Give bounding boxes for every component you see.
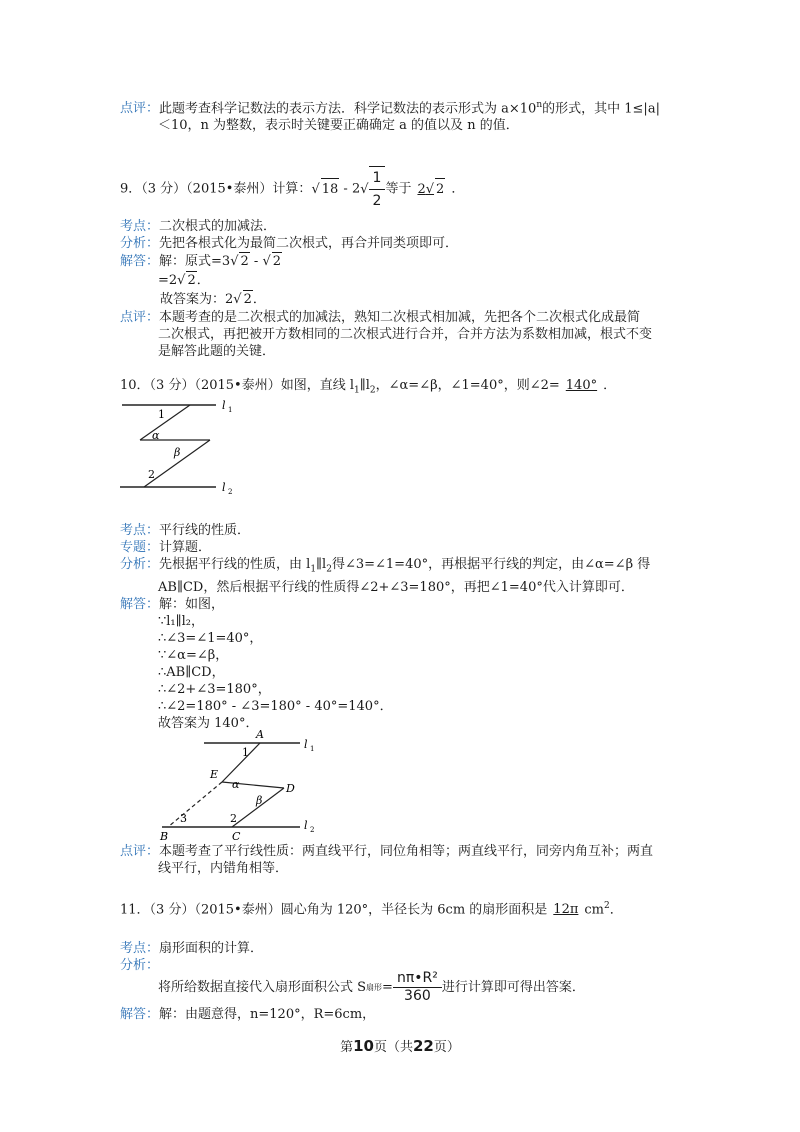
angle-label: α: [152, 429, 160, 442]
question-header: 10．（3 分）（2015•泰州）如图，直线 l: [120, 378, 354, 393]
question-header: 11．（3 分）（2015•泰州）圆心角为 120°，半径长为 6cm 的扇形面积是: [120, 902, 548, 918]
label-dianping: 点评：: [120, 310, 160, 325]
radicand: 18: [321, 178, 340, 201]
angle-label: β: [174, 446, 181, 459]
label-jieda: 解答：: [120, 596, 160, 612]
answer-blank: 140°: [565, 378, 598, 393]
point-label: B: [160, 830, 169, 842]
comment-text: 本题考查了平行线性质：两直线平行，同位角相等；两直线平行，同旁内角互补；两直: [159, 844, 654, 859]
svg-text:2: 2: [228, 488, 233, 496]
line-label: l: [222, 481, 226, 494]
question-11: 11．（3 分）（2015•泰州）圆心角为 120°，半径长为 6cm 的扇形面积是 12π $cm^2$．: [120, 901, 623, 918]
solution-line: ∵l₁∥l₂，: [158, 613, 205, 629]
answer-blank: 12π: [553, 902, 579, 918]
exponent: n: [536, 100, 543, 110]
answer-line: 故答案为：2√ 2．: [160, 292, 266, 307]
angle-label: β: [256, 794, 263, 807]
analysis-text: 先把各根式化为最简二次根式，再合并同类项即可．: [159, 236, 459, 251]
label-fenxi: 分析：: [120, 236, 160, 251]
point-label: D: [286, 782, 295, 795]
knowledge-point: 扇形面积的计算．: [159, 941, 264, 956]
fraction-numerator: 1: [369, 167, 386, 190]
solution-line: ∴∠2=180° - ∠3=180° - 40°=140°．: [158, 698, 393, 714]
knowledge-point: 平行线的性质．: [159, 523, 251, 538]
comment-text: 是解答此题的关键．: [158, 344, 276, 359]
figure-parallel-lines: [118, 398, 238, 496]
comment-text: 的形式，其中 1≤|a|: [542, 101, 660, 117]
label-fenxi: 分析：: [120, 958, 160, 973]
question-text: 等于: [385, 181, 412, 197]
line-label: l: [304, 738, 308, 751]
solution-line: 解：如图，: [159, 596, 225, 612]
topic-text: 计算题．: [159, 540, 212, 555]
solution-line: ∵∠α=∠β，: [158, 647, 229, 663]
analysis-text: AB∥CD，然后根据平行线的性质得∠2+∠3=180°，再把∠1=40°代入计算即可．: [158, 579, 634, 595]
sector-area-formula: $\frac{\text{nπ•R²}}{360}$: [393, 970, 442, 1005]
angle-label: 2: [230, 812, 237, 825]
question-10: 10．（3 分）（2015•泰州）如图，直线 $l_1\parallel l_2$，∠α=∠β，∠1=40°，则∠2= 140° ．: [120, 378, 617, 396]
label-zhuanti: 专题：: [120, 540, 160, 555]
comment-text: ＜10，n 为整数，表示时关键要正确确定 a 的值以及 n 的值．: [158, 118, 519, 134]
svg-text:1: 1: [228, 406, 233, 414]
line-label: l: [222, 399, 226, 412]
label-kaodian: 考点：: [120, 219, 160, 234]
page-footer: 第10页（共22页）: [340, 1037, 460, 1055]
prev-comment: [120, 97, 685, 134]
operator: - 2: [339, 181, 361, 197]
comment-text: 二次根式，再把被开方数相同的二次根式进行合并，合并方法为系数相加减，根式不变: [158, 327, 653, 342]
page-total: 22: [413, 1037, 434, 1055]
question-header: 9．（3 分）（2015•泰州）计算：: [120, 181, 312, 197]
label-dianping: 点评：: [120, 844, 160, 859]
angle-label: 3: [180, 812, 187, 825]
answer-blank: 2√ 2: [411, 182, 451, 197]
comment-text: 线平行，内错角相等．: [158, 861, 289, 876]
solution-line: 解：由题意得，n=120°，R=6cm，: [159, 1007, 376, 1022]
comment-text: 此题考查科学记数法的表示方法．科学记数法的表示形式为 a×10: [159, 101, 537, 117]
svg-text:2: 2: [310, 826, 315, 834]
angle-label: α: [232, 778, 240, 791]
point-label: A: [256, 728, 264, 741]
knowledge-point: 二次根式的加减法．: [159, 219, 277, 234]
solution-line: =2√ 2．: [158, 273, 210, 288]
analysis-text: 将所给数据直接代入扇形面积公式 S 扇形 = $\frac{\text{nπ•R²}}{360}$ 进行计算即可得出答案．: [158, 969, 585, 1004]
angle-label: 1: [158, 408, 165, 421]
analysis-text: 先根据平行线的性质，由 $l_1\parallel l_2$得∠3=∠1=40°，再根据平行线的判定，由∠α=∠β 得: [159, 557, 651, 575]
page-number: 10: [353, 1037, 374, 1055]
solution-line: 解：原式=3√ 2 - √ 2: [159, 254, 282, 269]
label-fenxi: 分析：: [120, 557, 160, 572]
comment-text: 本题考查的是二次根式的加减法，熟知二次根式相加减，先把各个二次根式化成最简: [159, 310, 641, 325]
fraction: [369, 166, 386, 212]
point-label: E: [210, 768, 219, 781]
line-label: l: [304, 819, 308, 832]
label-jieda: 解答：: [120, 1007, 160, 1022]
fraction-denominator: 2: [372, 193, 382, 209]
question-9: 9．（3 分）（2015•泰州）计算：√ 18 - 2√ $\frac{1}{2}$ 等于 2√ 2 ．: [120, 166, 685, 212]
solution-line: ∴AB∥CD，: [158, 664, 225, 680]
q10-comment: [120, 843, 685, 877]
point-label: C: [232, 830, 241, 842]
solution-line: ∴∠2+∠3=180°，: [158, 681, 271, 697]
label-kaodian: 考点：: [120, 941, 160, 956]
q9-analysis: [120, 218, 685, 360]
solution-line: ∴∠3=∠1=40°，: [158, 630, 263, 646]
dashed-extension: [168, 782, 222, 827]
label-dianping: 点评：: [120, 101, 160, 117]
q11-analysis: [120, 940, 685, 1023]
label-jieda: 解答：: [120, 254, 160, 269]
answer-line: 故答案为 140°．: [158, 715, 259, 731]
figure-solution-diagram: [158, 726, 318, 842]
svg-text:1: 1: [310, 745, 315, 753]
q10-analysis: [120, 522, 685, 732]
label-kaodian: 考点：: [120, 523, 160, 538]
angle-label: 1: [242, 746, 249, 759]
angle-label: 2: [148, 468, 155, 481]
